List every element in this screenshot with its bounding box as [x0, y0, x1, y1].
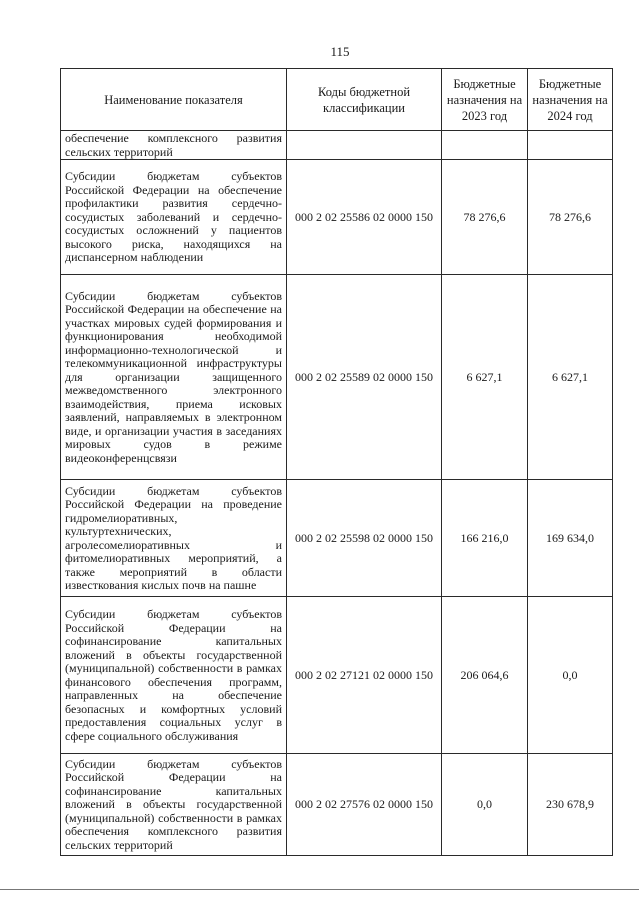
row-amount-2023 — [442, 131, 528, 160]
table-row — [61, 754, 613, 856]
row-amount-2024: 169 634,0 — [528, 480, 613, 597]
header-budget-code: Коды бюджетной классификации — [287, 69, 442, 131]
row-amount-2024: 0,0 — [528, 597, 613, 754]
row-budget-code — [287, 131, 442, 160]
row-amount-2023: 6 627,1 — [442, 275, 528, 480]
page-number: 115 — [330, 44, 350, 59]
budget-table — [60, 68, 613, 856]
row-amount-2023: 166 216,0 — [442, 480, 528, 597]
table-row — [61, 131, 613, 160]
row-indicator-name: Субсидии бюджетам субъектов Российской Федерации на обеспечение на участках мировых судей формирования и функционирования необходимой информационно-технологической и телекоммуникационной инфраструктуры для организации защищенного межведомственного электронного взаимодействия, приема исковых заявлений, направляемых в электронном виде, и организации участия в заседаниях мировых судов в режиме видеоконференцсвязи — [61, 275, 287, 480]
row-budget-code: 000 2 02 25598 02 0000 150 — [287, 480, 442, 597]
row-amount-2023: 0,0 — [442, 754, 528, 856]
header-indicator-name: Наименование показателя — [61, 69, 287, 131]
page-bottom-edge-line — [0, 889, 639, 890]
row-amount-2024 — [528, 131, 613, 160]
row-indicator-name: Субсидии бюджетам субъектов Российской Федерации на обеспечение профилактики развития сердечно-сосудистых заболеваний и сердечно-сосудистых осложнений у пациентов высокого риска, находящихся на диспансерном наблюдении — [61, 160, 287, 275]
table-row — [61, 275, 613, 480]
row-amount-2024: 230 678,9 — [528, 754, 613, 856]
row-indicator-name: Субсидии бюджетам субъектов Российской Федерации на софинансирование капитальных вложений в объекты государственной (муниципальной) собственности в рамках обеспечения комплексного развития сельских территорий — [61, 754, 287, 856]
row-amount-2023: 206 064,6 — [442, 597, 528, 754]
row-amount-2024: 6 627,1 — [528, 275, 613, 480]
row-budget-code: 000 2 02 27121 02 0000 150 — [287, 597, 442, 754]
row-budget-code: 000 2 02 25589 02 0000 150 — [287, 275, 442, 480]
row-budget-code: 000 2 02 25586 02 0000 150 — [287, 160, 442, 275]
row-amount-2023: 78 276,6 — [442, 160, 528, 275]
row-indicator-name: Субсидии бюджетам субъектов Российской Федерации на проведение гидромелиоративных, культуртехнических, агролесомелиоративных и фитомелиоративных мероприятий, а также мероприятий в области известкования кислых почв на пашне — [61, 480, 287, 597]
table-header-row — [61, 69, 613, 131]
table-row — [61, 480, 613, 597]
header-appropriations-2024: Бюджетные назначения на 2024 год — [528, 69, 613, 131]
row-indicator-name: обеспечение комплексного развития сельских территорий — [61, 131, 287, 160]
row-indicator-name: Субсидии бюджетам субъектов Российской Федерации на софинансирование капитальных вложений в объекты государственной (муниципальной) собственности в рамках финансового обеспечения программ, направленных на обеспечение безопасных и комфортных условий предоставления социальных услуг в сфере социального обслуживания — [61, 597, 287, 754]
row-amount-2024: 78 276,6 — [528, 160, 613, 275]
header-appropriations-2023: Бюджетные назначения на 2023 год — [442, 69, 528, 131]
row-budget-code: 000 2 02 27576 02 0000 150 — [287, 754, 442, 856]
table-row — [61, 160, 613, 275]
table-row — [61, 597, 613, 754]
